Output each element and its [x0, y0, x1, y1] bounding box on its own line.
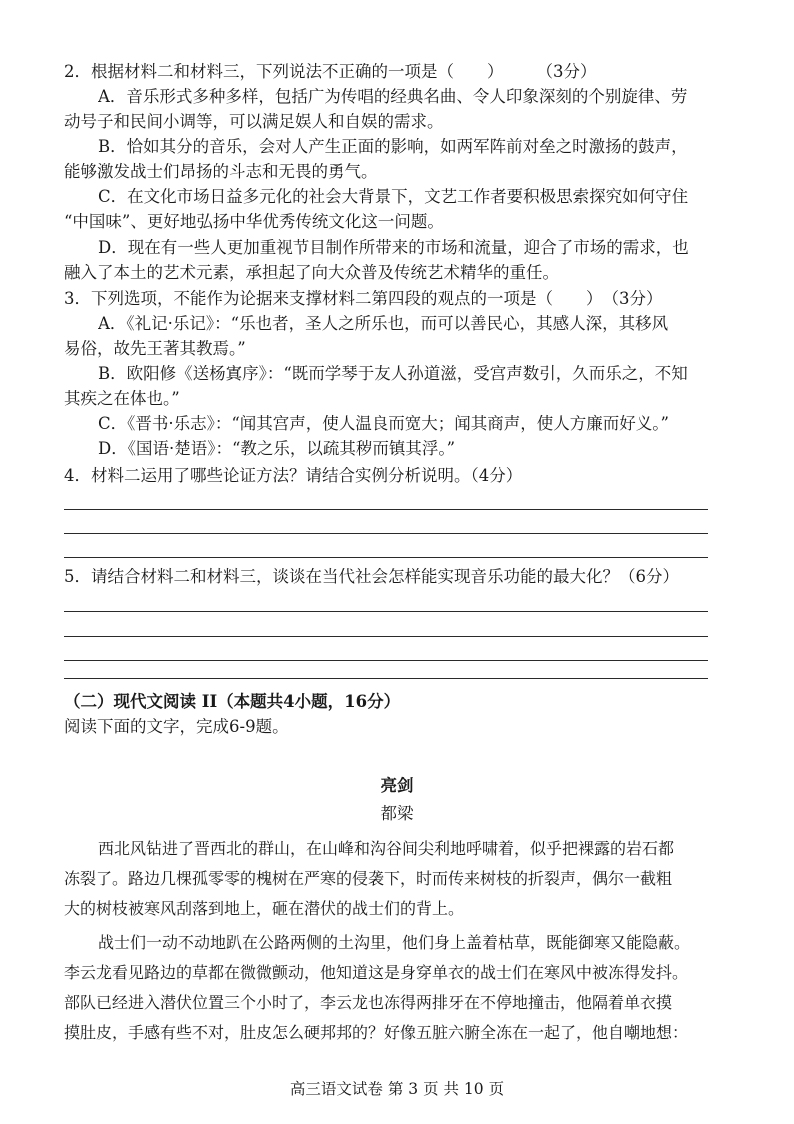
- q2-option-b: B．恰如其分的音乐，会对人产生正面的影响，如两军阵前对垒之时激扬的鼓声，: [98, 137, 688, 156]
- story-para-2-line-1: 战士们一动不动地趴在公路两侧的土沟里，他们身上盖着枯草，既能御寒又能隐蔽。: [98, 933, 691, 952]
- q2-option-d: D．现在有一些人更加重视节目制作所带来的市场和流量，迎合了市场的需求，也: [98, 238, 689, 257]
- q3-option-a: A．《礼记·乐记》：“乐也者，圣人之所乐也，而可以善民心，其感人深，其移风: [98, 314, 669, 333]
- q3-option-b: B．欧阳修《送杨寘序》：“既而学琴于友人孙道滋，受宫声数引，久而乐之，不知: [98, 364, 688, 383]
- story-para-1-line-1: 西北风钻进了晋西北的群山，在山峰和沟谷间尖利地呼啸着，似乎把裸露的岩石都: [98, 839, 675, 858]
- q4-answer-line-1[interactable]: [64, 509, 708, 510]
- q3-option-a-cont: 易俗，故先王著其教焉。”: [64, 339, 246, 358]
- q3-option-c: C．《晋书·乐志》：“闻其宫声，使人温良而宽大；闻其商声，使人方廉而好义。”: [98, 414, 669, 433]
- q5-answer-line-1[interactable]: [64, 611, 708, 612]
- q3-stem: 3．下列选项，不能作为论据来支撑材料二第四段的观点的一项是（ ） （3分）: [64, 289, 663, 308]
- q2-option-c: C．在文化市场日益多元化的社会大背景下，文艺工作者要积极思索探究如何守住: [98, 187, 689, 206]
- story-para-2-line-4: 摸肚皮，手感有些不对，肚皮怎么硬邦邦的？好像五脏六腑全冻在一起了，他自嘲地想：: [64, 1023, 689, 1042]
- page-footer: 高三语文试卷 第 3 页 共 10 页: [289, 1080, 505, 1098]
- story-para-1-line-2: 冻裂了。路边几棵孤零零的槐树在严寒的侵袭下，时而传来树枝的折裂声，偶尔一截粗: [64, 869, 673, 888]
- q5-stem: 5．请结合材料二和材料三，谈谈在当代社会怎样能实现音乐功能的最大化？（6分）: [64, 567, 679, 586]
- story-author: 都梁: [380, 804, 414, 823]
- q2-option-d-cont: 融入了本土的艺术元素，承担起了向大众普及传统艺术精华的重任。: [64, 263, 559, 282]
- q3-option-b-cont: 其疾之在体也。”: [64, 389, 180, 408]
- story-para-1-line-3: 大的树枝被寒风刮落到地上，砸在潜伏的战士们的背上。: [64, 899, 465, 918]
- q2-stem: 2．根据材料二和材料三，下列说法不正确的一项是（ ） （3分）: [64, 62, 597, 81]
- section-heading: （二）现代文阅读 II（本题共4小题，16分）: [64, 692, 401, 711]
- q5-answer-line-3[interactable]: [64, 660, 708, 661]
- q4-stem: 4．材料二运用了哪些论证方法？请结合实例分析说明。（4分）: [64, 466, 523, 485]
- q2-option-c-cont: “中国味”、更好地弘扬中华优秀传统文化这一问题。: [64, 212, 444, 231]
- q4-answer-line-2[interactable]: [64, 533, 708, 534]
- q2-option-b-cont: 能够激发战士们昂扬的斗志和无畏的勇气。: [64, 162, 378, 181]
- story-title: 亮剑: [380, 776, 414, 795]
- q3-option-d: D．《国语·楚语》：“教之乐，以疏其秽而镇其浮。”: [98, 439, 456, 458]
- q2-option-a: A．音乐形式多种多样，包括广为传唱的经典名曲、令人印象深刻的个别旋律、劳: [98, 87, 688, 106]
- q4-answer-line-3[interactable]: [64, 557, 708, 558]
- q2-option-a-cont: 动号子和民间小调等，可以满足娱人和自娱的需求。: [64, 112, 444, 131]
- q5-answer-line-2[interactable]: [64, 636, 708, 637]
- story-para-2-line-3: 部队已经进入潜伏位置三个小时了，李云龙也冻得两排牙在不停地撞击，他隔着单衣摸: [64, 993, 673, 1012]
- story-para-2-line-2: 李云龙看见路边的草都在微微颤动，他知道这是身穿单衣的战士们在寒风中被冻得发抖。: [64, 963, 689, 982]
- section-instruction: 阅读下面的文字，完成6-9题。: [64, 717, 289, 736]
- q5-answer-line-4[interactable]: [64, 678, 708, 679]
